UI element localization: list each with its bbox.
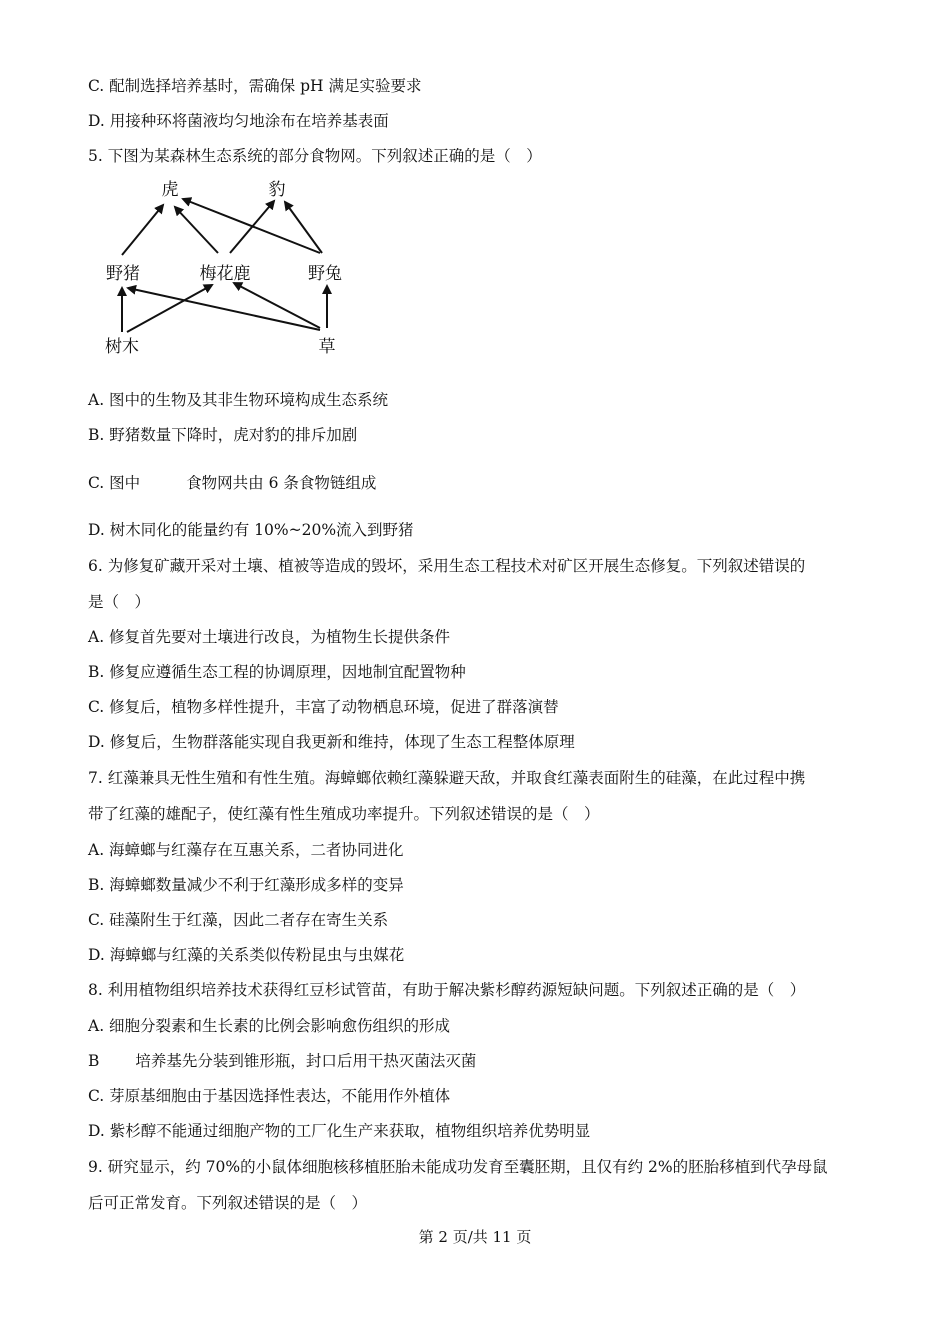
- option-c-q7: C. 硅藻附生于红藻，因此二者存在寄生关系: [88, 911, 389, 929]
- option-b-q6: B. 修复应遵循生态工程的协调原理，因地制宜配置物种: [88, 663, 466, 681]
- option-c-q6: C. 修复后，植物多样性提升，丰富了动物栖息环境，促进了群落演替: [88, 698, 559, 716]
- option-d-q7: D. 海蟑螂与红藻的关系类似传粉昆虫与虫媒花: [88, 946, 405, 964]
- question-6-cont: 是（ ）: [88, 593, 151, 611]
- option-b-q8: [88, 1051, 476, 1071]
- option-a-q5: A. 图中的生物及其非生物环境构成生态系统: [88, 391, 389, 409]
- question-6: 6. 为修复矿藏开采对土壤、植被等造成的毁坏，采用生态工程技术对矿区开展生态修复。下列叙述错误的: [88, 557, 806, 575]
- option-a-q8: A. 细胞分裂素和生长素的比例会影响愈伤组织的形成: [88, 1017, 451, 1035]
- page-footer: 第 2 页/共 11 页: [418, 1228, 532, 1246]
- node-deer: 梅花鹿: [199, 264, 251, 284]
- option-a-q6: A. 修复首先要对土壤进行改良，为植物生长提供条件: [88, 628, 451, 646]
- question-9: 9. 研究显示，约 70%的小鼠体细胞核移植胚胎未能成功发育至囊胚期，且仅有约 2%的胚胎移植到代孕母鼠: [88, 1158, 828, 1176]
- option-c-q8: C. 芽原基细胞由于基因选择性表达，不能用作外植体: [88, 1087, 451, 1105]
- option-d-q6: D. 修复后，生物群落能实现自我更新和维持，体现了生态工程整体原理: [88, 733, 575, 751]
- question-5: 5. 下图为某森林生态系统的部分食物网。下列叙述正确的是（ ）: [88, 147, 542, 165]
- option-a-q7: A. 海蟑螂与红藻存在互惠关系，二者协同进化: [88, 841, 404, 859]
- node-tiger: 虎: [161, 180, 179, 200]
- node-leopard: 豹: [268, 180, 286, 200]
- node-grass: 草: [318, 337, 336, 357]
- node-hare: 野兔: [308, 264, 342, 284]
- option-d-q4: D. 用接种环将菌液均匀地涂布在培养基表面: [88, 112, 389, 130]
- question-7: 7. 红藻兼具无性生殖和有性生殖。海蟑螂依赖红藻躲避天敌，并取食红藻表面附生的硅藻，在此过程中携: [88, 769, 806, 787]
- option-c-prefix: C. 图中: [88, 474, 141, 492]
- option-c-q5: [88, 473, 376, 493]
- question-8: 8. 利用植物组织培养技术获得红豆杉试管苗，有助于解决紫杉醇药源短缺问题。下列叙述正确的是（ ）: [88, 981, 806, 999]
- node-boar: 野猪: [106, 264, 140, 284]
- question-7-cont: 带了红藻的雄配子，使红藻有性生殖成功率提升。下列叙述错误的是（ ）: [88, 805, 600, 823]
- option-b-text: 培养基先分装到锥形瓶，封口后用干热灭菌法灭菌: [135, 1052, 477, 1070]
- option-d-q8: D. 紫杉醇不能通过细胞产物的工厂化生产来获取，植物组织培养优势明显: [88, 1122, 591, 1140]
- option-b-q7: B. 海蟑螂数量减少不利于红藻形成多样的变异: [88, 876, 404, 894]
- node-trees: 树木: [105, 337, 139, 357]
- option-d-q5: D. 树木同化的能量约有 10%~20%流入到野猪: [88, 521, 414, 539]
- option-c-q4: C. 配制选择培养基时，需确保 pH 满足实验要求: [88, 77, 422, 95]
- option-b-q5: B. 野猪数量下降时，虎对豹的排斥加剧: [88, 426, 358, 444]
- food-web-diagram: [0, 0, 950, 400]
- option-b-prefix: B: [88, 1052, 100, 1070]
- option-c-text: 食物网共由 6 条食物链组成: [186, 474, 377, 492]
- question-9-cont: 后可正常发育。下列叙述错误的是（ ）: [88, 1194, 368, 1212]
